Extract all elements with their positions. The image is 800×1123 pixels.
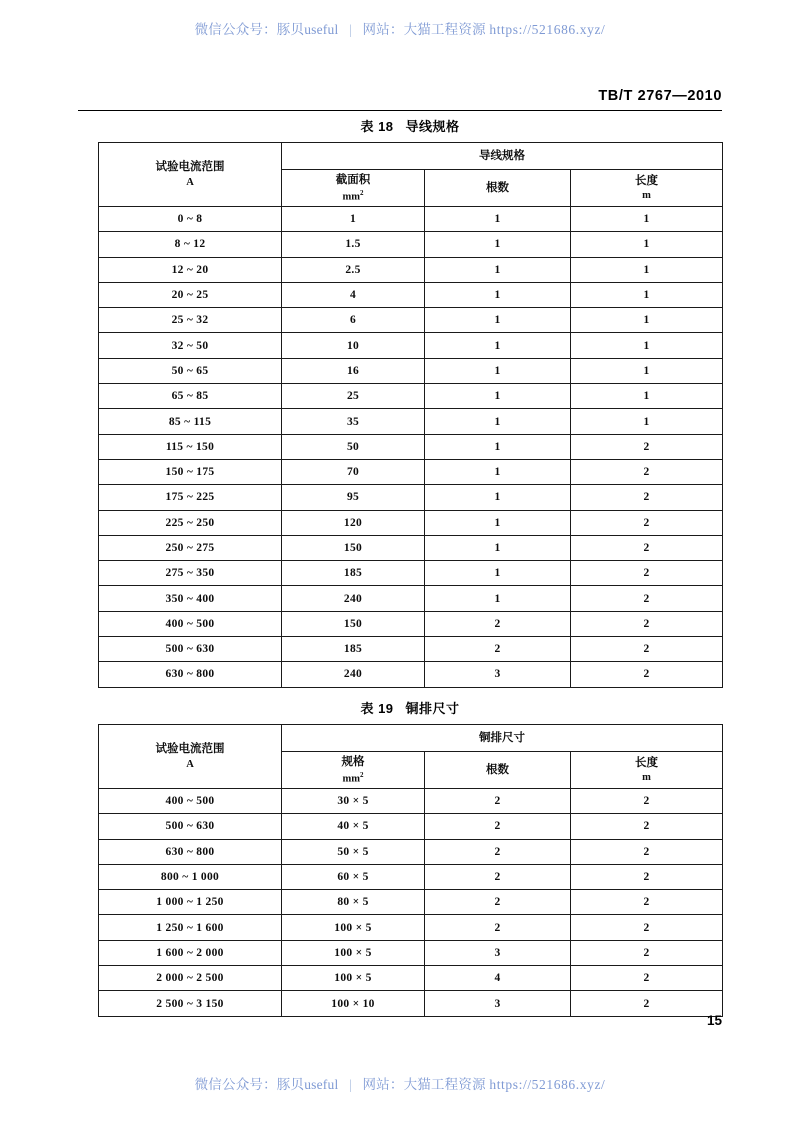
table18-cell-range: 275 ~ 350 [99, 561, 282, 586]
table18-cell-length: 1 [571, 409, 723, 434]
table18-cell-length: 2 [571, 510, 723, 535]
table19-block [98, 698, 722, 1017]
table18-cell-length: 1 [571, 384, 723, 409]
table18-cell-area: 25 [282, 384, 425, 409]
table18-cell-area: 50 [282, 434, 425, 459]
watermark-site-label: 网站：大猫工程资源 [362, 1077, 486, 1092]
table19-cell-spec: 50 × 5 [282, 839, 425, 864]
table18-header-row-1 [99, 143, 723, 170]
table-row [99, 409, 723, 434]
table-row [99, 637, 723, 662]
table18-cell-count: 3 [425, 662, 571, 687]
table18-caption-number: 表 18 [360, 119, 394, 134]
table-row [99, 485, 723, 510]
table-row [99, 611, 723, 636]
table19-caption-number: 表 19 [360, 701, 394, 716]
table18-cell-count: 1 [425, 586, 571, 611]
table19-header-length-unit: m [642, 772, 651, 784]
table18-cell-length: 1 [571, 232, 723, 257]
table18-cell-range: 175 ~ 225 [99, 485, 282, 510]
table18-block [98, 116, 722, 688]
table18-cell-range: 0 ~ 8 [99, 207, 282, 232]
table19-caption [98, 698, 722, 717]
watermark-wechat-label: 微信公众号：豚贝useful [194, 22, 339, 37]
table19-header-current-range-unit: A [186, 758, 194, 770]
watermark-site-label: 网站：大猫工程资源 [362, 22, 486, 37]
table18-cell-length: 2 [571, 485, 723, 510]
table19-cell-count: 2 [425, 864, 571, 889]
table19-cell-length: 2 [571, 991, 723, 1016]
table-row [99, 257, 723, 282]
table19-cell-spec: 40 × 5 [282, 814, 425, 839]
table18-cell-length: 1 [571, 257, 723, 282]
table19-cell-length: 2 [571, 814, 723, 839]
table19-cell-count: 3 [425, 991, 571, 1016]
table-row [99, 434, 723, 459]
table18-cell-area: 1 [282, 207, 425, 232]
table-row [99, 814, 723, 839]
table19-header-length: 长度 m [571, 752, 723, 789]
table18-cell-count: 1 [425, 561, 571, 586]
table18-cell-length: 2 [571, 535, 723, 560]
table18-cell-area: 1.5 [282, 232, 425, 257]
table18-cell-count: 1 [425, 459, 571, 484]
table18-cell-count: 1 [425, 207, 571, 232]
table18-cell-area: 6 [282, 308, 425, 333]
table19-cell-count: 2 [425, 890, 571, 915]
table-row [99, 915, 723, 940]
table-row [99, 561, 723, 586]
table18-cell-length: 2 [571, 586, 723, 611]
table19-cell-spec: 100 × 5 [282, 940, 425, 965]
table19-header-current-range: 试验电流范围 A [99, 725, 282, 789]
table-row [99, 991, 723, 1016]
table18-cell-length: 2 [571, 637, 723, 662]
table-row [99, 459, 723, 484]
table19-cell-count: 2 [425, 789, 571, 814]
table18-cell-length: 1 [571, 358, 723, 383]
table19-cell-range: 500 ~ 630 [99, 814, 282, 839]
table19-cell-length: 2 [571, 940, 723, 965]
table19-header-row-1 [99, 725, 723, 752]
table18-cell-area: 120 [282, 510, 425, 535]
table19-cell-spec: 100 × 10 [282, 991, 425, 1016]
table-row [99, 232, 723, 257]
table19-cell-spec: 100 × 5 [282, 966, 425, 991]
table18-cell-count: 1 [425, 384, 571, 409]
table18-cell-range: 25 ~ 32 [99, 308, 282, 333]
table19-cell-spec: 80 × 5 [282, 890, 425, 915]
table19-cell-range: 800 ~ 1 000 [99, 864, 282, 889]
table19-cell-count: 3 [425, 940, 571, 965]
table19-cell-length: 2 [571, 789, 723, 814]
table18-cell-length: 1 [571, 207, 723, 232]
table18-caption [98, 116, 722, 135]
table18-cell-count: 1 [425, 485, 571, 510]
table18-cell-area: 150 [282, 535, 425, 560]
table18-header-length: 长度 m [571, 170, 723, 207]
table19-cell-count: 2 [425, 814, 571, 839]
table18-cell-area: 185 [282, 637, 425, 662]
table-row [99, 333, 723, 358]
table18-cell-count: 2 [425, 611, 571, 636]
table-row [99, 535, 723, 560]
table18-cell-range: 630 ~ 800 [99, 662, 282, 687]
table18 [98, 142, 723, 688]
table18-cell-area: 185 [282, 561, 425, 586]
table18-cell-area: 70 [282, 459, 425, 484]
table19-cell-spec: 60 × 5 [282, 864, 425, 889]
table18-cell-length: 2 [571, 434, 723, 459]
table18-header-area-unit: $mm^2$ [342, 188, 364, 202]
table19-body [99, 789, 723, 1017]
watermark-url: https://521686.xyz/ [489, 1077, 606, 1092]
table18-cell-count: 1 [425, 510, 571, 535]
table18-cell-range: 250 ~ 275 [99, 535, 282, 560]
table19-cell-length: 2 [571, 890, 723, 915]
table18-cell-area: 35 [282, 409, 425, 434]
table18-header-length-unit: m [642, 190, 651, 202]
watermark-wechat-label: 微信公众号：豚贝useful [194, 1077, 339, 1092]
table18-cell-length: 1 [571, 333, 723, 358]
table18-cell-length: 2 [571, 611, 723, 636]
table18-cell-count: 1 [425, 282, 571, 307]
table-row [99, 662, 723, 687]
table19-cell-count: 2 [425, 915, 571, 940]
table18-cell-count: 1 [425, 434, 571, 459]
table19-cell-spec: 30 × 5 [282, 789, 425, 814]
table19-caption-title: 铜排尺寸 [405, 701, 460, 716]
watermark-separator: | [348, 1077, 352, 1092]
table18-body [99, 207, 723, 688]
table-row [99, 308, 723, 333]
page-number: 15 [706, 1013, 722, 1028]
table18-cell-length: 1 [571, 308, 723, 333]
table18-cell-area: 150 [282, 611, 425, 636]
table19-cell-count: 4 [425, 966, 571, 991]
watermark-url: https://521686.xyz/ [489, 22, 606, 37]
table-row [99, 510, 723, 535]
table19-cell-spec: 100 × 5 [282, 915, 425, 940]
table18-header-current-range-unit: A [186, 176, 194, 188]
table18-cell-count: 1 [425, 232, 571, 257]
table18-header-area: 截面积 $mm^2$ [282, 170, 425, 207]
running-head-standard-number: TB/T 2767—2010 [598, 88, 722, 104]
table19-header-count: 根数 [425, 752, 571, 789]
table19 [98, 724, 723, 1017]
table19-cell-range: 630 ~ 800 [99, 839, 282, 864]
table18-cell-range: 12 ~ 20 [99, 257, 282, 282]
table-row [99, 282, 723, 307]
watermark-separator: | [348, 22, 352, 37]
table19-cell-range: 1 250 ~ 1 600 [99, 915, 282, 940]
table18-cell-length: 2 [571, 662, 723, 687]
table18-cell-count: 1 [425, 308, 571, 333]
table19-header-spec: 规格 $mm^2$ [282, 752, 425, 789]
header-rule [78, 110, 722, 111]
table-row [99, 966, 723, 991]
table18-header-count: 根数 [425, 170, 571, 207]
table-row [99, 384, 723, 409]
table18-caption-title: 导线规格 [405, 119, 460, 134]
table-row [99, 207, 723, 232]
table19-cell-range: 1 000 ~ 1 250 [99, 890, 282, 915]
table19-cell-count: 2 [425, 839, 571, 864]
table19-cell-range: 400 ~ 500 [99, 789, 282, 814]
table18-cell-range: 225 ~ 250 [99, 510, 282, 535]
table-row [99, 839, 723, 864]
table18-cell-range: 115 ~ 150 [99, 434, 282, 459]
table18-cell-length: 1 [571, 282, 723, 307]
table18-cell-range: 50 ~ 65 [99, 358, 282, 383]
table-row [99, 586, 723, 611]
table19-cell-length: 2 [571, 839, 723, 864]
table18-cell-area: 10 [282, 333, 425, 358]
table18-header [99, 143, 723, 207]
table18-cell-range: 500 ~ 630 [99, 637, 282, 662]
table18-cell-range: 20 ~ 25 [99, 282, 282, 307]
table18-cell-range: 32 ~ 50 [99, 333, 282, 358]
table-row [99, 358, 723, 383]
table-row [99, 940, 723, 965]
table18-cell-range: 85 ~ 115 [99, 409, 282, 434]
table-row [99, 864, 723, 889]
table18-cell-count: 2 [425, 637, 571, 662]
watermark-bottom [0, 1073, 800, 1093]
table18-cell-length: 2 [571, 561, 723, 586]
table18-cell-range: 65 ~ 85 [99, 384, 282, 409]
watermark-top [0, 18, 800, 38]
table18-cell-area: 95 [282, 485, 425, 510]
table19-header [99, 725, 723, 789]
table19-cell-range: 2 000 ~ 2 500 [99, 966, 282, 991]
table18-cell-area: 240 [282, 662, 425, 687]
table18-cell-count: 1 [425, 358, 571, 383]
table18-cell-count: 1 [425, 535, 571, 560]
table18-cell-range: 400 ~ 500 [99, 611, 282, 636]
table18-cell-area: 4 [282, 282, 425, 307]
table18-cell-count: 1 [425, 257, 571, 282]
table18-cell-area: 2.5 [282, 257, 425, 282]
table19-header-spec-unit: $mm^2$ [342, 770, 364, 784]
table18-cell-range: 8 ~ 12 [99, 232, 282, 257]
table18-cell-range: 150 ~ 175 [99, 459, 282, 484]
table18-cell-area: 16 [282, 358, 425, 383]
table18-cell-range: 350 ~ 400 [99, 586, 282, 611]
table18-cell-count: 1 [425, 333, 571, 358]
table18-header-group: 导线规格 [282, 143, 723, 170]
table18-cell-length: 2 [571, 459, 723, 484]
table19-header-group: 铜排尺寸 [282, 725, 723, 752]
table19-cell-range: 1 600 ~ 2 000 [99, 940, 282, 965]
table19-cell-length: 2 [571, 915, 723, 940]
table19-cell-length: 2 [571, 966, 723, 991]
table-row [99, 890, 723, 915]
table19-cell-range: 2 500 ~ 3 150 [99, 991, 282, 1016]
table-row [99, 789, 723, 814]
table18-cell-area: 240 [282, 586, 425, 611]
table19-cell-length: 2 [571, 864, 723, 889]
table18-header-current-range: 试验电流范围 A [99, 143, 282, 207]
table18-cell-count: 1 [425, 409, 571, 434]
